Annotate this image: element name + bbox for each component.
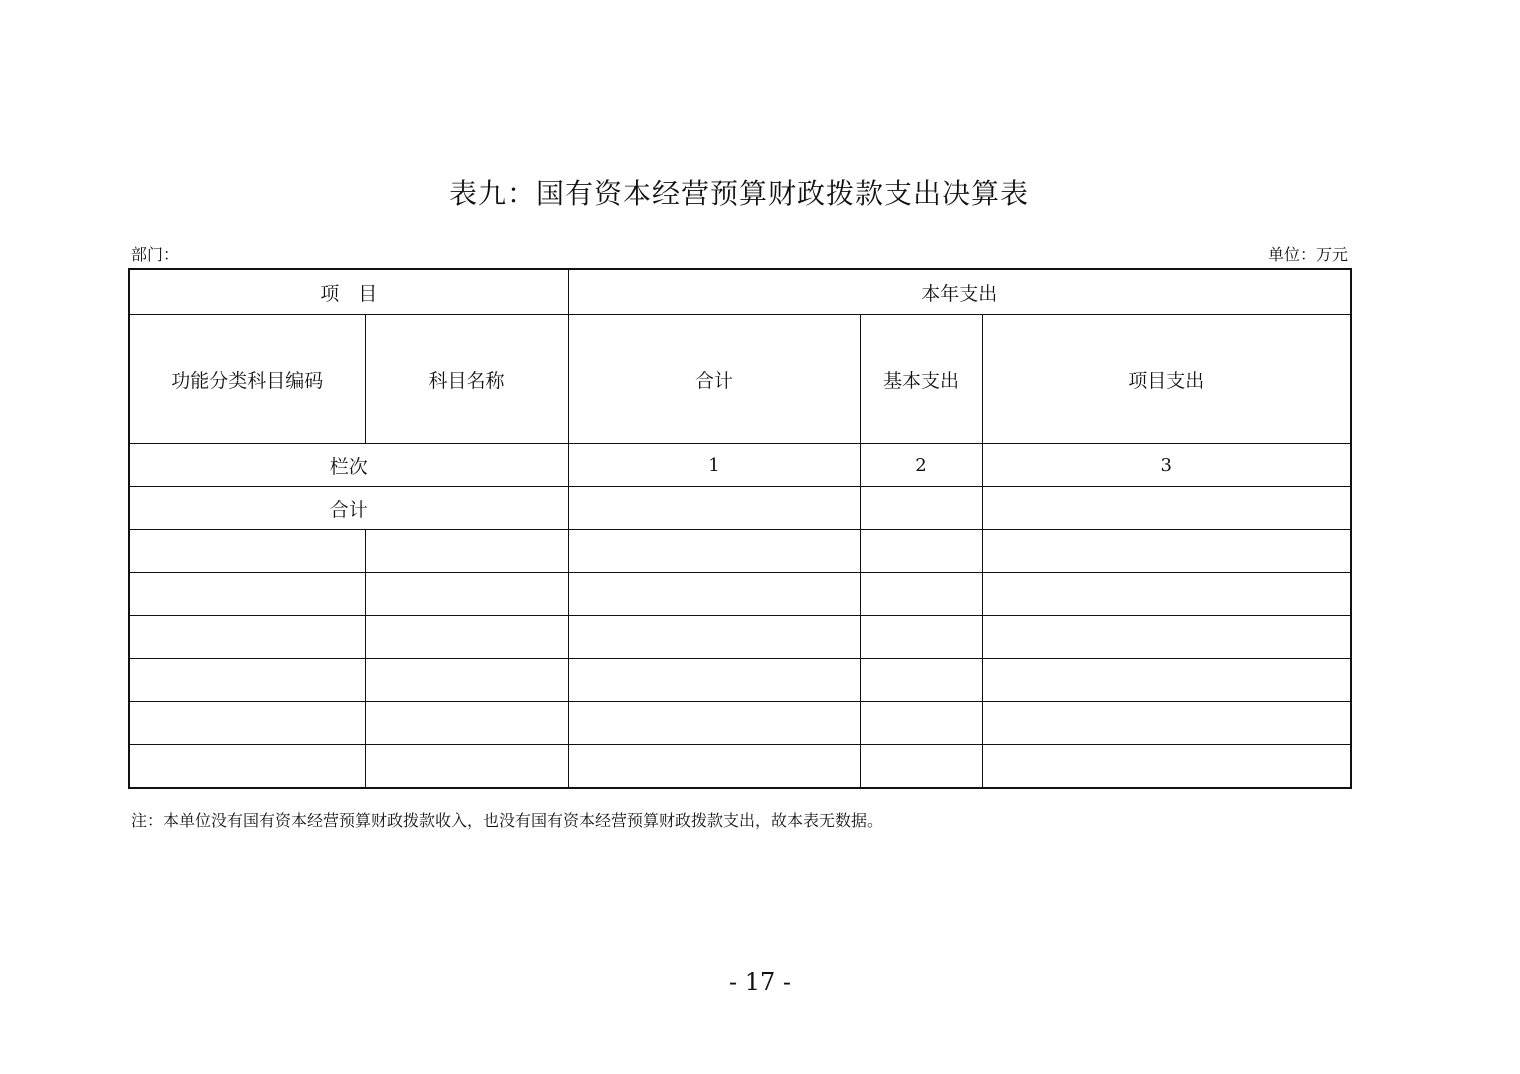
header-total: 合计	[568, 315, 860, 444]
table-cell	[982, 702, 1351, 745]
table-subheader-row	[129, 315, 1351, 444]
header-project-expense: 项目支出	[982, 315, 1351, 444]
column-index-2: 2	[860, 444, 982, 487]
table-row	[129, 702, 1351, 745]
header-basic: 基本支出	[860, 315, 982, 444]
table-cell	[129, 530, 365, 573]
footnote: 注：本单位没有国有资本经营预算财政拨款收入，也没有国有资本经营预算财政拨款支出，故本表无数据。	[131, 811, 884, 830]
table-cell	[568, 616, 860, 659]
table-row	[129, 530, 1351, 573]
table-cell	[365, 616, 568, 659]
table-cell	[365, 530, 568, 573]
table-cell	[129, 573, 365, 616]
table-cell	[365, 659, 568, 702]
table-cell	[129, 659, 365, 702]
table-cell	[982, 745, 1351, 789]
page-title: 表九：国有资本经营预算财政拨款支出决算表	[448, 177, 1029, 210]
table-cell	[568, 573, 860, 616]
table-cell	[129, 616, 365, 659]
table-cell	[860, 702, 982, 745]
table-cell	[365, 573, 568, 616]
table-cell	[129, 745, 365, 789]
table-cell	[860, 530, 982, 573]
column-index-1: 1	[568, 444, 860, 487]
table-row	[129, 745, 1351, 789]
header-name: 科目名称	[365, 315, 568, 444]
column-index-label: 栏次	[129, 444, 568, 487]
table-cell	[982, 573, 1351, 616]
table-cell	[982, 530, 1351, 573]
column-index-3: 3	[982, 444, 1351, 487]
table-cell	[568, 659, 860, 702]
page-number: - 17 -	[728, 968, 791, 996]
total-row-label: 合计	[129, 487, 568, 530]
department-label: 部门：	[131, 245, 180, 264]
table-cell	[982, 616, 1351, 659]
table-cell	[568, 702, 860, 745]
table-cell	[860, 659, 982, 702]
table-cell	[860, 745, 982, 789]
table-cell	[365, 702, 568, 745]
header-project: 项 目	[129, 269, 568, 315]
unit-label: 单位：万元	[1267, 245, 1348, 264]
expense-table	[128, 268, 1352, 789]
table-row	[129, 616, 1351, 659]
table-row	[129, 573, 1351, 616]
table-cell	[568, 745, 860, 789]
table-row	[129, 659, 1351, 702]
header-code: 功能分类科目编码	[129, 315, 365, 444]
table-cell	[568, 530, 860, 573]
total-row	[129, 487, 1351, 530]
table-cell	[365, 745, 568, 789]
column-index-row	[129, 444, 1351, 487]
total-row-cell	[860, 487, 982, 530]
table-header-row	[129, 269, 1351, 315]
table-cell	[129, 702, 365, 745]
header-current-year-expense: 本年支出	[568, 269, 1351, 315]
table-cell	[982, 659, 1351, 702]
total-row-cell	[568, 487, 860, 530]
total-row-cell	[982, 487, 1351, 530]
table-cell	[860, 616, 982, 659]
table-cell	[860, 573, 982, 616]
